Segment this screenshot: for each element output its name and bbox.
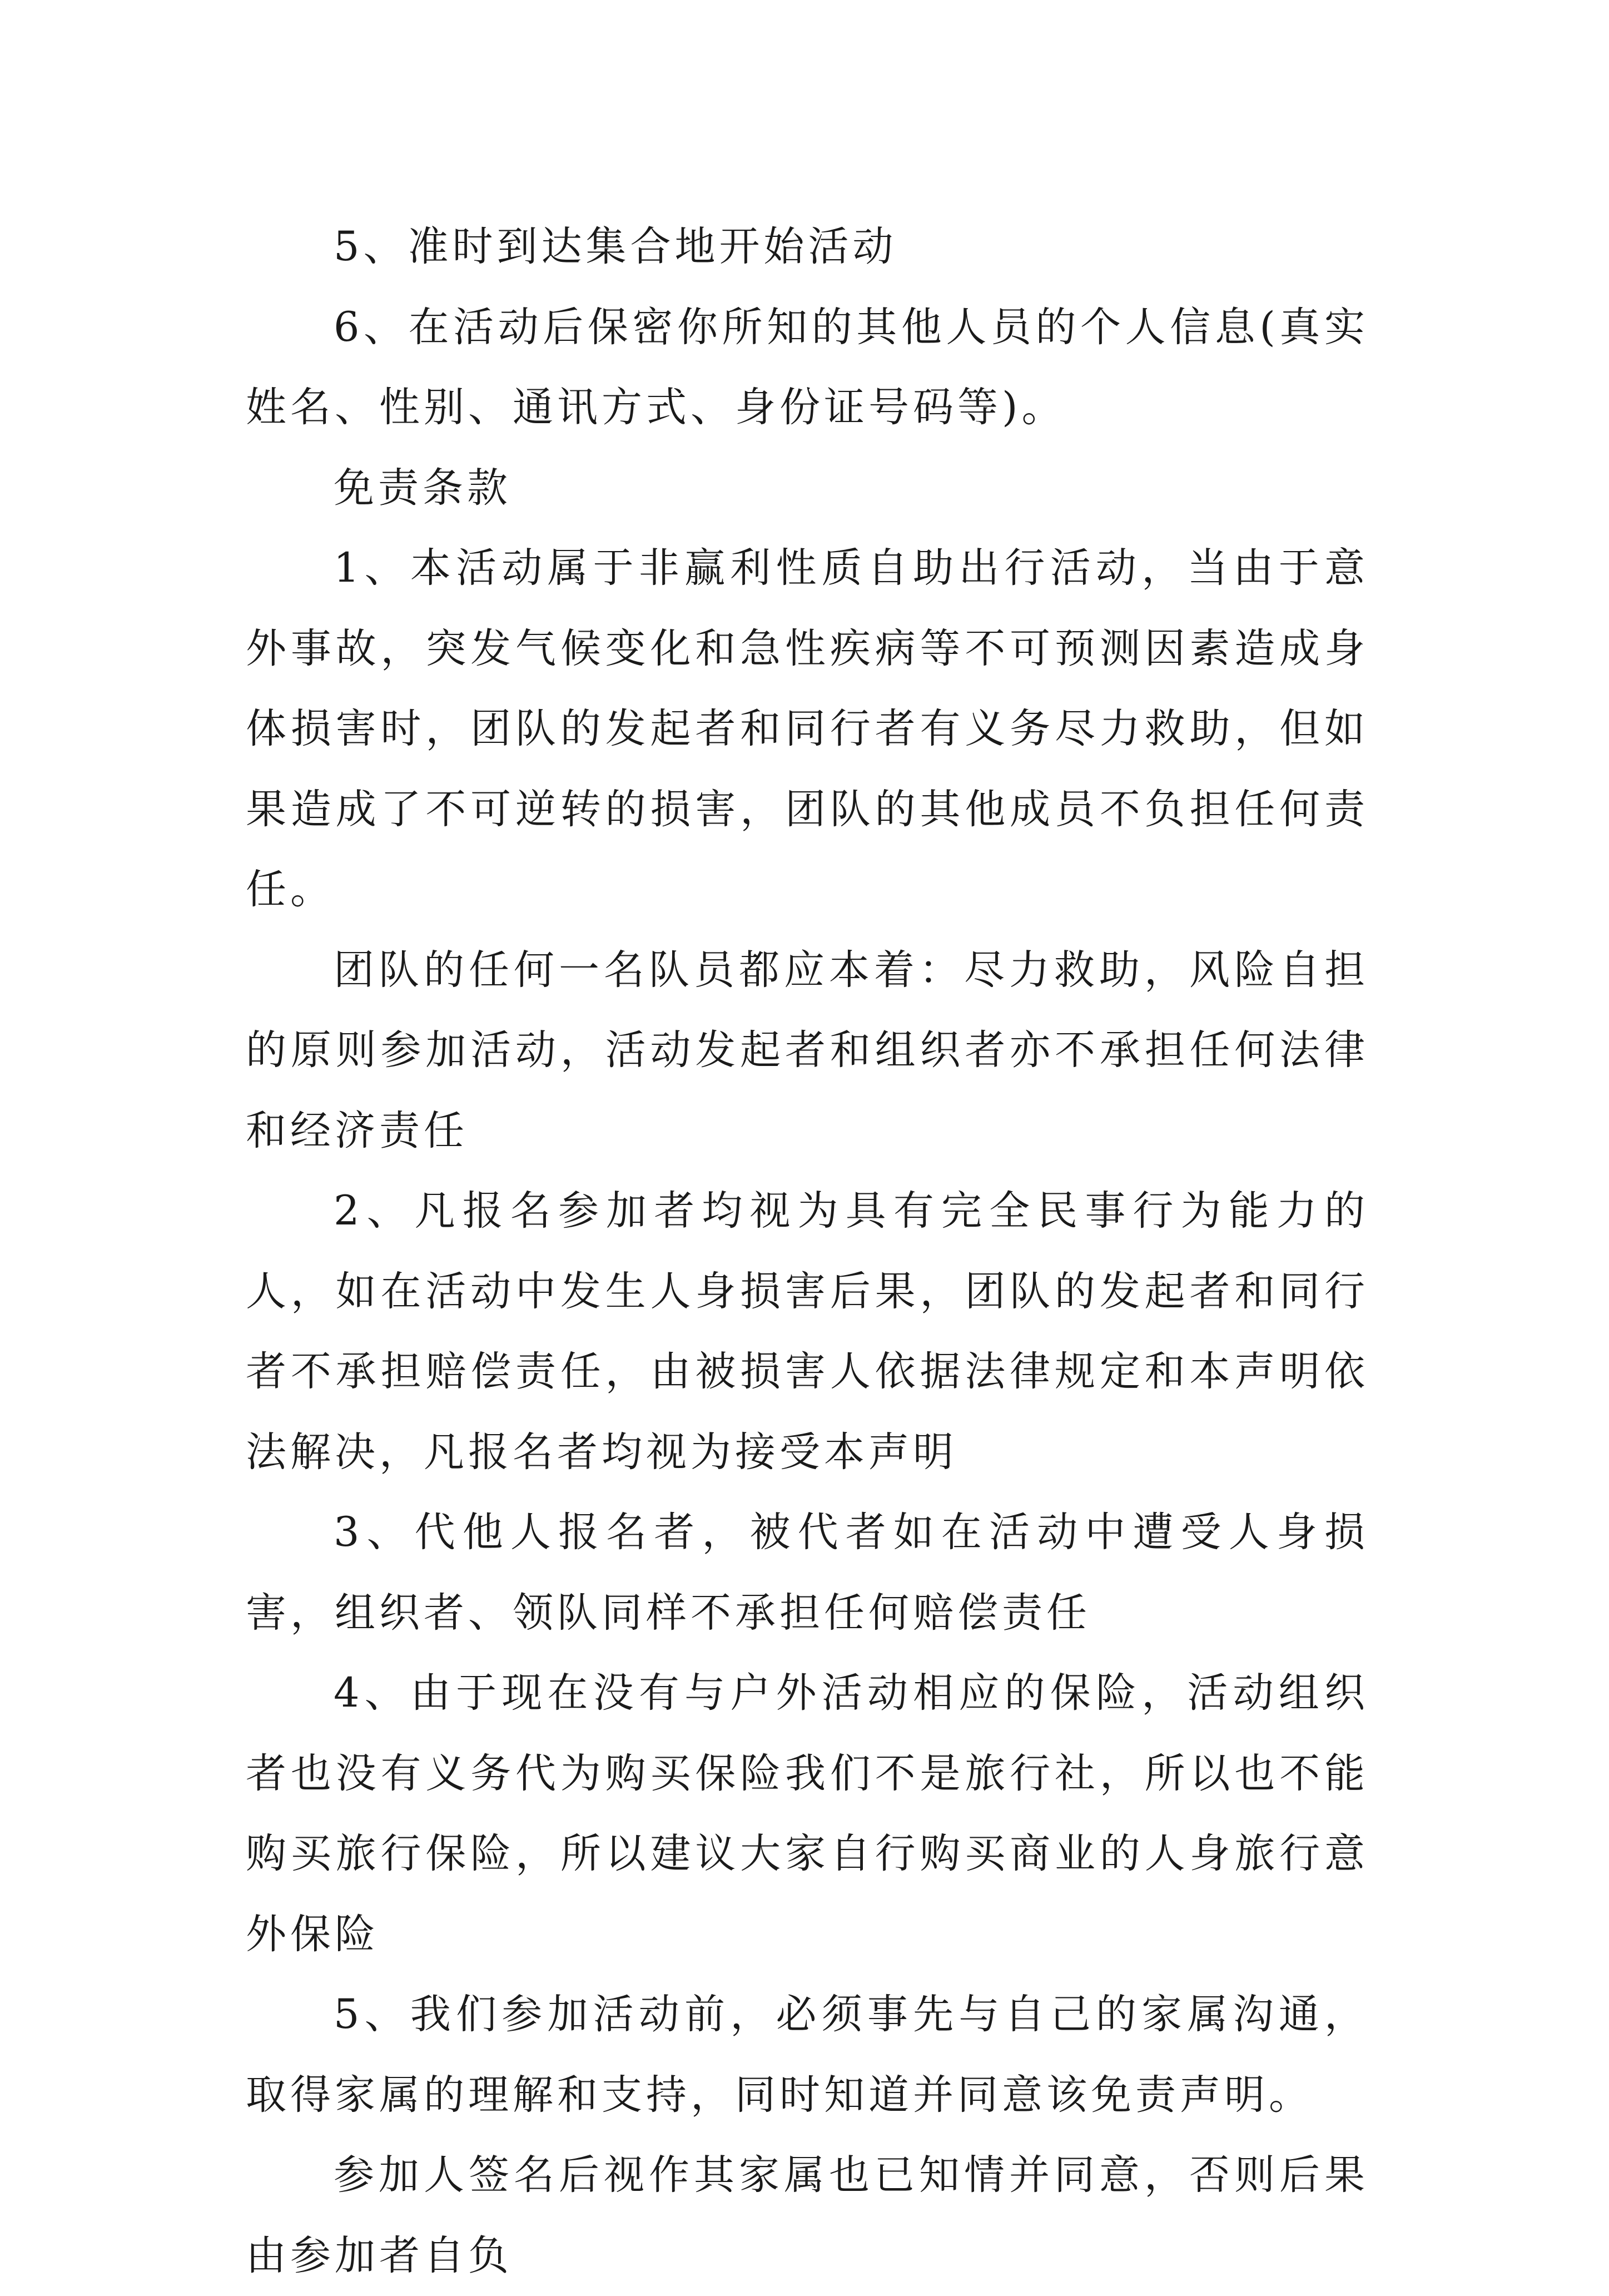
paragraph-clause-4: 4、由于现在没有与户外活动相应的保险，活动组织者也没有义务代为购买保险我们不是旅行社，所以也不能购买旅行保险，所以建议大家自行购买商业的人身旅行意外保险 xyxy=(246,1669,1369,1958)
document-body xyxy=(246,207,1369,2296)
section-heading-disclaimer: 免责条款 xyxy=(334,464,511,512)
paragraph-signature-note: 参加人签名后视作其家属也已知情并同意，否则后果由参加者自负 xyxy=(246,2151,1369,2279)
paragraph-clause-1: 1、本活动属于非赢利性质自助出行活动，当由于意外事故，突发气候变化和急性疾病等不可预测因素造成身体损害时，团队的发起者和同行者有义务尽力救助，但如果造成了不可逆转的损害，团队的其他成员不负担任何责任。 xyxy=(246,544,1369,913)
paragraph-item-6-privacy: 6、在活动后保密你所知的其他人员的个人信息(真实姓名、性别、通讯方式、身份证号码等)。 xyxy=(246,303,1369,431)
paragraph-clause-2: 2、凡报名参加者均视为具有完全民事行为能力的人，如在活动中发生人身损害后果，团队的发起者和同行者不承担赔偿责任，由被损害人依据法律规定和本声明依法解决，凡报名者均视为接受本声明 xyxy=(246,1187,1369,1476)
paragraph-item-5-on-time: 5、准时到达集合地开始活动 xyxy=(334,223,897,270)
paragraph-principle: 团队的任何一名队员都应本着：尽力救助，风险自担的原则参加活动，活动发起者和组织者亦不承担任何法律和经济责任 xyxy=(246,946,1369,1154)
paragraph-clause-5: 5、我们参加活动前，必须事先与自己的家属沟通，取得家属的理解和支持，同时知道并同意该免责声明。 xyxy=(246,1991,1369,2119)
paragraph-clause-3: 3、代他人报名者，被代者如在活动中遭受人身损害，组织者、领队同样不承担任何赔偿责任 xyxy=(246,1509,1369,1637)
